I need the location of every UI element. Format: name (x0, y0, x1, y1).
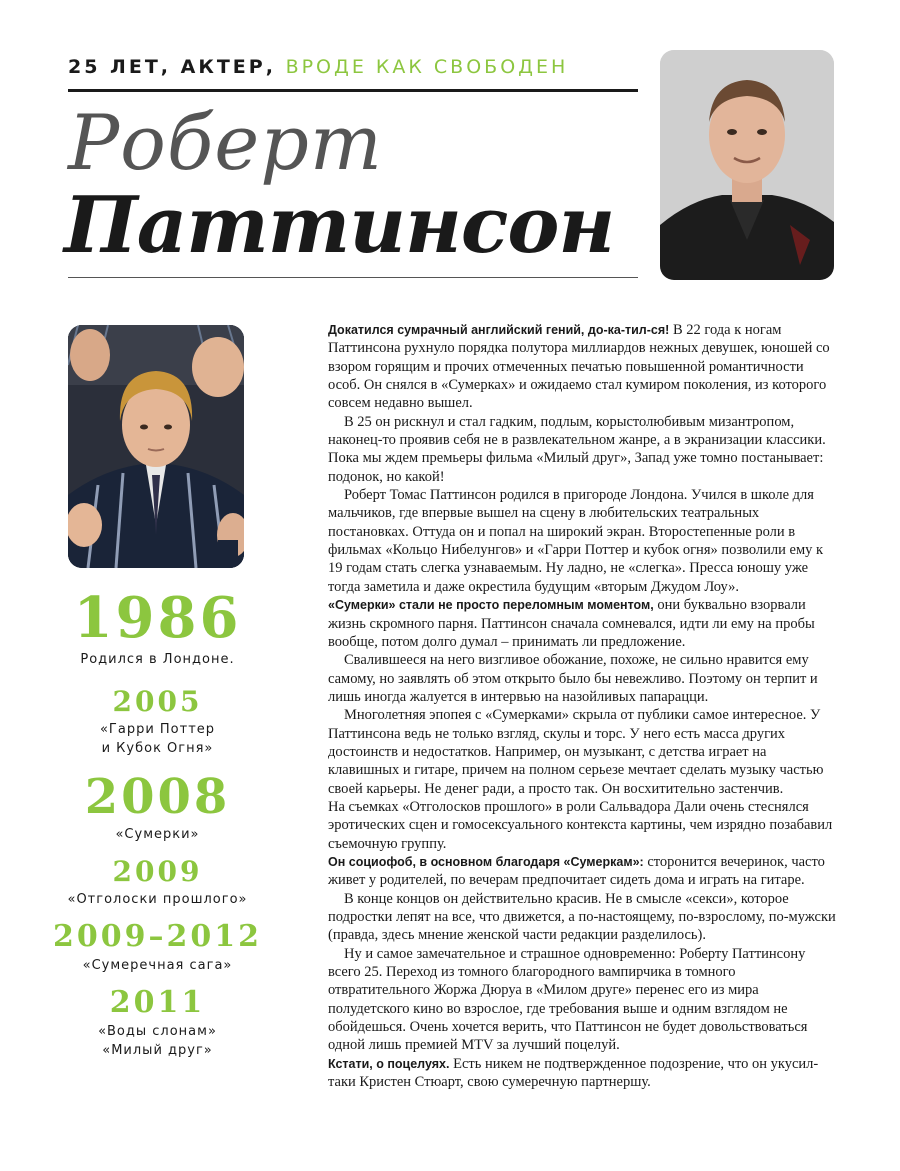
paragraph: Свалившееся на него визгливое обожание, похоже, не сильно нравится ему самому, но заявлять об этом открыто было бы невежливо. Поэтому он терпит и лишь иногда жалуется в интервью на назойливых папарацци. (328, 652, 818, 705)
paragraph-text: сторонится вечеринок, часто живет у родителей, по вечерам предпочитает сидеть дома и играть на гитаре. (328, 853, 825, 889)
paragraph-text: Есть никем не подтвержденное подозрение, что он укусил-таки Кристен Стюарт, свою сумеречную партнершу. (328, 1055, 819, 1091)
lead-bold: Докатился сумрачный английский гений, до-ка-тил-ся! (328, 323, 670, 337)
timeline-item-2005 (40, 685, 275, 758)
timeline-caption: «Сумерки» (115, 827, 200, 842)
timeline-year: 2005 (112, 685, 203, 718)
timeline-year: 1986 (73, 585, 242, 651)
timeline-year: 2011 (109, 985, 206, 1020)
article-body (328, 321, 836, 1091)
paragraph (328, 1055, 836, 1092)
paragraph: Роберт Томас Паттинсон родился в пригороде Лондона. Учился в школе для мальчиков, где впервые вышел на сцену в любительских театральных постановках. Оттуда он и попал на широкий экран. Второстепенные роли в фильмах «Кольцо Нибелунгов» и «Гарри Поттер и кубок огня» позволили ему к 19 годам стать слегка узнаваемым. Ну ладно, не «слегка». Пресса юношу уже тогда заметила и даже окрестила будущим «вторым Джудом Лоу». (328, 487, 824, 595)
timeline-caption: и Кубок Огня» (101, 741, 214, 756)
kicker (68, 56, 568, 78)
lead-bold: Кстати, о поцелуях. (328, 1056, 450, 1071)
timeline-item-2009-2012 (40, 919, 275, 975)
kicker-dark: 25 ЛЕТ, АКТЕР, (68, 56, 276, 78)
timeline-caption: «Милый друг» (102, 1043, 213, 1058)
timeline-year: 2008 (84, 769, 231, 825)
kicker-green: ВРОДЕ КАК СВОБОДЕН (285, 56, 569, 78)
paragraph (328, 321, 836, 413)
timeline-caption: «Гарри Поттер (99, 722, 216, 737)
paragraph: Многолетняя эпопея с «Сумерками» скрыла от публики самое интересное. У Паттинсона ведь не только взгляд, скулы и торс. У него есть масса других достоинств и недостатков. Например, он музыкант, с детства играет на клавишных и гитаре, причем на полном серьезе мечтает сделать музыку частью своей карьеры. Не денег ради, а просто так. Он восхитительно застенчив. (328, 707, 824, 797)
timeline-item-2011 (40, 985, 275, 1060)
timeline-caption: «Отголоски прошлого» (67, 892, 248, 907)
portrait-photo (660, 50, 834, 280)
paragraph: В 25 он рискнул и стал гадким, подлым, корыстолюбивым мизантропом, наконец-то проявив себя не в развлекательном жанре, а в экранизации классики. Пока мы ждем премьеры фильма «Милый друг», Запад уже томно постанывает: подонок, но какой! (328, 413, 826, 485)
timeline-caption: Родился в Лондоне. (80, 652, 235, 667)
childhood-photo (68, 325, 244, 568)
paragraph (328, 596, 836, 651)
last-name: Паттинсон (64, 180, 615, 271)
bottom-rule (68, 277, 638, 278)
first-name: Роберт (68, 98, 383, 187)
timeline-year: 2009 (112, 855, 203, 888)
timeline-item-2008 (40, 769, 275, 844)
top-rule (68, 89, 638, 92)
paragraph: Ну и самое замечательное и страшное одновременно: Роберту Паттинсону всего 25. Переход из томного благородного вампирчика в томного отвратительного Жоржа Дюруа в «Милом друге» перенес его из мира полудетского кино во взрослое, где требования выше и одним взглядом не обойдешься. Очень хочется верить, что Паттинсон не будет довольствоваться одной лишь премией MTV за лучший поцелуй. (328, 945, 808, 1054)
paragraph (328, 853, 836, 890)
lead-bold: «Сумерки» стали не просто переломным моментом, (328, 598, 654, 613)
paragraph: На съемках «Отголосков прошлого» в роли Сальвадора Дали очень стеснялся эротических сцен и гомосексуального контекста картины, чем изрядно позабавил съемочную группу. (328, 798, 833, 852)
lead-bold: Он социофоб, в основном благодаря «Сумеркам»: (328, 854, 644, 869)
timeline-caption: «Воды слонам» (98, 1024, 217, 1039)
timeline-item-1986 (40, 585, 275, 669)
timeline-caption: «Сумеречная сага» (82, 958, 233, 973)
paragraph-text: В 22 года к ногам Паттинсона рухнуло порядка полутора миллиардов нежных девушек, юношей со взором горящим и прочих отмеченных печатью повышенной романтичности особ. Он снялся в «Сумерках» и ожидаемо стал кумиром поколения, из которого совсем недавно вышел. (328, 322, 830, 412)
paragraph-text: они буквально взорвали жизнь скромного парня. Паттинсон сначала сомневался, идти ли ему на пробы вообще, потом долго думал – принимать ли предложение. (328, 597, 815, 650)
timeline-year: 2009–2012 (53, 919, 262, 954)
timeline-item-2009 (40, 855, 275, 909)
paragraph: В конце концов он действительно красив. Не в смысле «секси», которое подростки лепят на все, что движется, а по-настоящему, по-взрослому, по-мужски (правда, здесь мнение женской части редакции разделилось). (328, 890, 836, 944)
